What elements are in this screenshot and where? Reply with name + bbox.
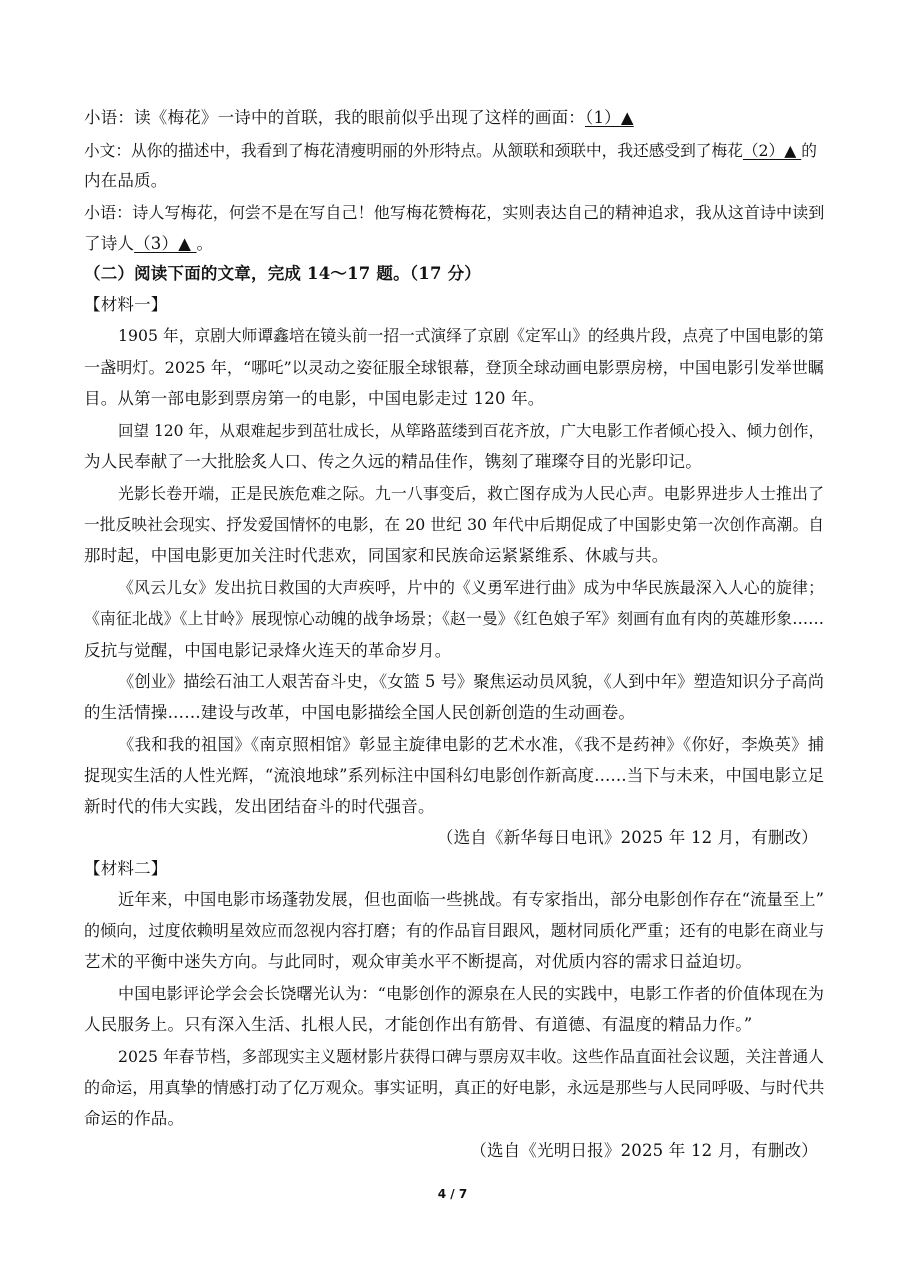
paragraph-line: 那时起，中国电影更加关注时代悲欢，同国家和民族命运紧紧维系、休戚与共。 bbox=[84, 546, 669, 565]
answer-blank-3: （3）▲ bbox=[134, 234, 197, 253]
dialogue-text: 小文：从你的描述中，我看到了梅花清瘦明丽的外形特点。从颔联和颈联中，我还感受到了梅花 bbox=[84, 141, 743, 160]
paragraph-line: 新时代的伟大实践，发出团结奋斗的时代强音。 bbox=[84, 797, 435, 816]
paragraph-line: 回望 120 年，从艰难起步到茁壮成长，从筚路蓝缕到百花齐放，广大电影工作者倾心投入、倾力创作， bbox=[118, 422, 824, 440]
paragraph-line: 目。从第一部电影到票房第一的电影，中国电影走过 120 年。 bbox=[84, 389, 545, 408]
answer-blank-2: （2）▲ bbox=[742, 141, 802, 160]
dialogue-text: 了诗人 bbox=[84, 234, 135, 253]
paragraph-line: 命运的作品。 bbox=[84, 1109, 185, 1128]
paragraph-line: 的命运，用真挚的情感打动了亿万观众。事实证明，真正的好电影，永远是那些与人民同呼吸、与时代共 bbox=[84, 1078, 825, 1097]
paragraph-line: 光影长卷开端，正是民族危难之际。九一八事变后，救亡图存成为人民心声。电影界进步人士推出了 bbox=[118, 484, 824, 503]
paragraph-line: 为人民奉献了一大批脍炙人口、传之久远的精品佳作，镌刻了璀璨夺目的光影印记。 bbox=[84, 452, 702, 471]
paragraph-line: 《南征北战》《上甘岭》展现惊心动魄的战争场景；《赵一曼》《红色娘子军》刻画有血有肉的英雄形象…… bbox=[84, 609, 824, 628]
paragraph-line: 艺术的平衡中迷失方向。与此同时，观众审美水平不断提高，对优质内容的需求日益迫切。 bbox=[84, 952, 752, 971]
paragraph-line: 的倾向，过度依赖明星效应而忽视内容打磨；有的作品盲目跟风，题材同质化严重；还有的电影在商业与 bbox=[84, 921, 825, 940]
dialogue-line-1 bbox=[84, 108, 824, 128]
dialogue-text: 小语：读《梅花》一诗中的首联，我的眼前似乎出现了这样的画面： bbox=[84, 108, 585, 127]
paragraph-line: 捉现实生活的人性光辉，“流浪地球”系列标注中国科幻电影创作新高度……当下与未来，中国电影立足 bbox=[84, 766, 824, 785]
answer-blank-1: （1）▲ bbox=[585, 108, 634, 127]
material-2-source: （选自《光明日报》2025 年 12 月，有删改） bbox=[470, 1141, 818, 1160]
paragraph-line: 的生活情操……建设与改革，中国电影描绘全国人民创新创造的生动画卷。 bbox=[84, 703, 636, 722]
material-1-label: 【材料一】 bbox=[84, 295, 168, 314]
paragraph-line: 《创业》描绘石油工人艰苦奋斗史，《女篮 5 号》聚焦运动员风貌，《人到中年》塑造知识分子高尚 bbox=[118, 672, 824, 691]
paragraph-line: 中国电影评论学会会长饶曙光认为：“电影创作的源泉在人民的实践中，电影工作者的价值体现在为 bbox=[118, 984, 824, 1003]
paragraph-line: 《我和我的祖国》《南京照相馆》彰显主旋律电影的艺术水准，《我不是药神》《你好，李焕英》捕 bbox=[118, 735, 824, 754]
paragraph-line: 一批反映社会现实、抒发爱国情怀的电影，在 20 世纪 30 年代中后期促成了中国影史第一次创作高潮。自 bbox=[84, 515, 824, 534]
dialogue-line-2 bbox=[84, 141, 824, 161]
dialogue-text: 的 bbox=[801, 141, 817, 160]
dialogue-line-3: 内在品质。 bbox=[84, 171, 168, 190]
paragraph-line: 《风云儿女》发出抗日救国的大声疾呼，片中的《义勇军进行曲》成为中华民族最深入人心的旋律； bbox=[118, 578, 824, 597]
dialogue-line-4: 小语：诗人写梅花，何尝不是在写自己！他写梅花赞梅花，实则表达自己的精神追求，我从这首诗中读到 bbox=[84, 203, 825, 222]
material-1-source: （选自《新华每日电讯》2025 年 12 月，有删改） bbox=[436, 828, 818, 847]
section-title: （二）阅读下面的文章，完成 14～17 题。（17 分） bbox=[84, 264, 481, 283]
paragraph-line: 人民服务上。只有深入生活、扎根人民，才能创作出有筋骨、有道德、有温度的精品力作。” bbox=[84, 1015, 753, 1034]
paragraph-line: 2025 年春节档，多部现实主义题材影片获得口碑与票房双丰收。这些作品直面社会议题，关注普通人 bbox=[118, 1047, 824, 1066]
dialogue-text: 。 bbox=[196, 234, 214, 253]
paragraph-line: 近年来，中国电影市场蓬勃发展，但也面临一些挑战。有专家指出，部分电影创作存在“流量至上” bbox=[118, 890, 824, 909]
paragraph-line: 一盏明灯。2025 年，“哪吒”以灵动之姿征服全球银幕，登顶全球动画电影票房榜，中国电影引发举世瞩 bbox=[84, 358, 824, 377]
dialogue-line-5 bbox=[84, 234, 824, 254]
page-number: 4 / 7 bbox=[437, 1187, 468, 1201]
material-2-label: 【材料二】 bbox=[84, 859, 168, 878]
paragraph-line: 1905 年，京剧大师谭鑫培在镜头前一招一式演绎了京剧《定军山》的经典片段，点亮了中国电影的第 bbox=[118, 326, 824, 345]
paragraph-line: 反抗与觉醒，中国电影记录烽火连天的革命岁月。 bbox=[84, 641, 452, 660]
